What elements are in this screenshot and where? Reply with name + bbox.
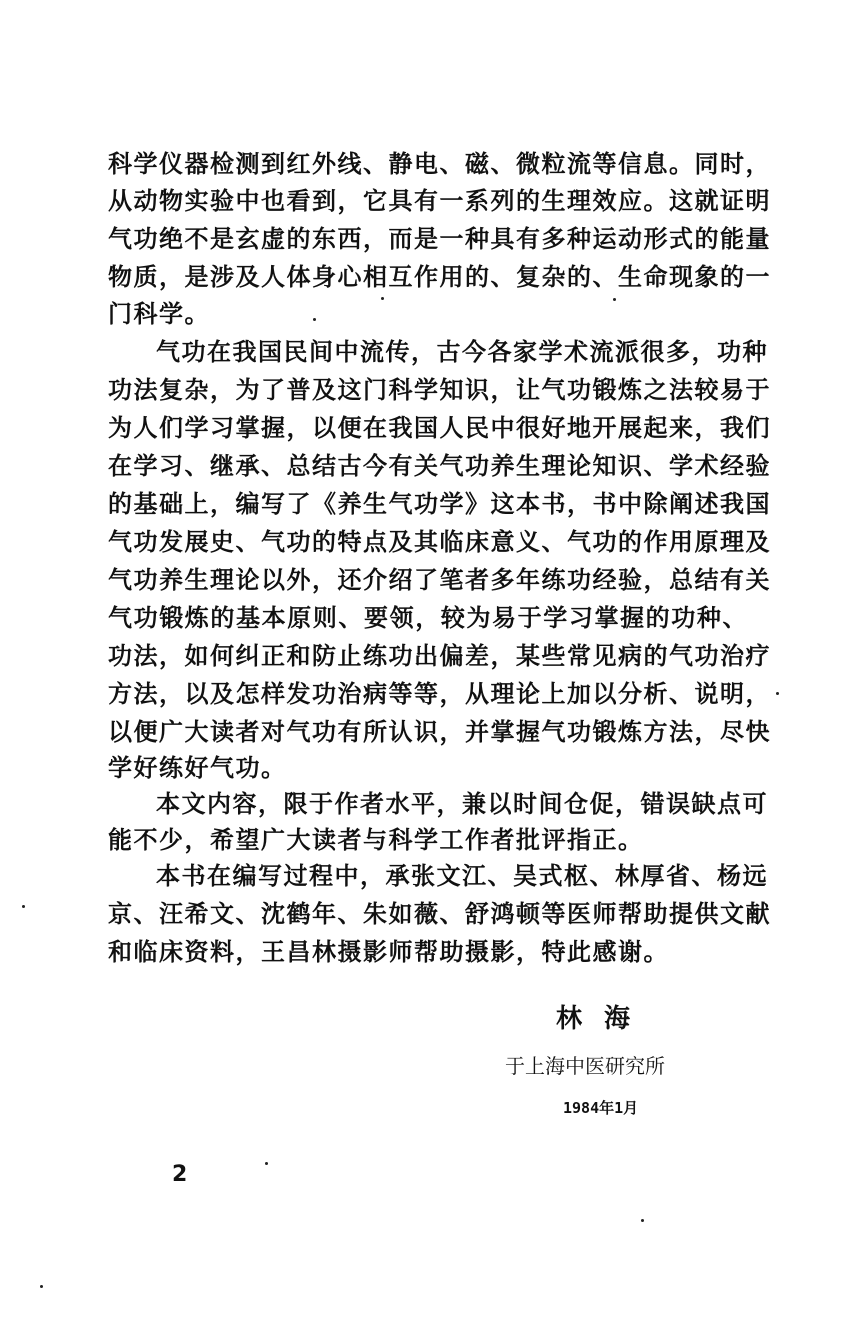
text-line: 京、汪希文、沈鹤年、朱如薇、舒鸿顿等医师帮助提供文献 [108,899,771,928]
text-line: 学好练好气功。 [108,753,287,782]
scan-speck [313,318,316,321]
text-line: 功法，如何纠正和防止练功出偏差，某些常见病的气功治疗 [108,641,771,670]
text-line: 能不少，希望广大读者与科学工作者批评指正。 [108,825,644,854]
scan-speck [641,1219,644,1222]
scan-speck [22,905,25,908]
paragraph-first-line: 气功在我国民间中流传，古今各家学术流派很多，功种 [156,337,768,366]
text-line: 物质，是涉及人体身心相互作用的、复杂的、生命现象的一 [108,262,771,291]
text-line: 气功绝不是玄虚的东西，而是一种具有多种运动形式的能量 [108,224,771,253]
text-line: 气功发展史、气功的特点及其临床意义、气功的作用原理及 [108,527,771,556]
scan-speck [613,298,616,301]
text-line: 的基础上，编写了《养生气功学》这本书，书中除阐述我国 [108,489,771,518]
text-line: 科学仪器检测到红外线、静电、磁、微粒流等信息。同时， [108,149,771,178]
text-line: 和临床资料，王昌林摄影师帮助摄影，特此感谢。 [108,937,669,966]
text-line: 气功养生理论以外，还介绍了笔者多年练功经验，总结有关 [108,565,771,594]
scan-speck [40,1285,43,1288]
text-line: 门科学。 [108,299,210,328]
text-line: 以便广大读者对气功有所认识，并掌握气功锻炼方法，尽快 [108,717,771,746]
signature-date: 1984年1月 [563,1099,639,1117]
text-line: 从动物实验中也看到，它具有一系列的生理效应。这就证明 [108,186,771,215]
text-line: 功法复杂，为了普及这门科学知识，让气功锻炼之法较易于 [108,375,771,404]
scan-speck [776,692,779,695]
text-line: 方法，以及怎样发功治病等等，从理论上加以分析、说明， [108,679,771,708]
paragraph-first-line: 本书在编写过程中，承张文江、吴式枢、林厚省、杨远 [156,861,768,890]
text-line: 在学习、继承、总结古今有关气功养生理论知识、学术经验 [108,451,771,480]
text-line: 气功锻炼的基本原则、要领，较为易于学习掌握的功种、 [108,603,748,632]
scan-speck [381,297,384,300]
scan-speck [265,1162,268,1165]
author-affiliation: 于上海中医研究所 [505,1054,665,1078]
text-line: 为人们学习掌握，以便在我国人民中很好地开展起来，我们 [108,413,771,442]
page-number: 2 [172,1162,188,1187]
paragraph-first-line: 本文内容，限于作者水平，兼以时间仓促，错误缺点可 [156,789,768,818]
author-name: 林海 [556,1004,653,1034]
